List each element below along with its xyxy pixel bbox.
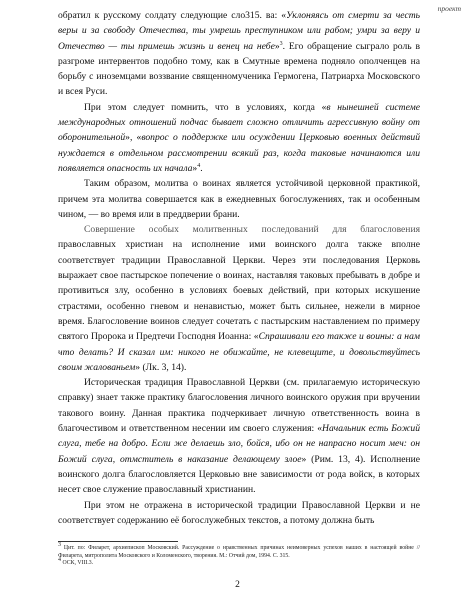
quote-run: в нынешней системе международных отношений подчас бывает сложно отличить агрессивную войну от оборонительной [58, 101, 420, 144]
text-run: » [274, 40, 280, 52]
text-run: обратил к русскому солдату следующие сло315. ва: « [58, 10, 287, 21]
quote-run: Уклоняясь от смерти за честь веры и за свободу Отечества, ты умрешь преступником или рабом; умри за веру и Отечество — ты примешь жизнь и венец на небе [58, 10, 420, 52]
quote-run: Спрашивали его также и воины: а нам что делать? И сказал им: никого не обижайте, не клевещите, и довольствуйтесь своим жалованьем [58, 331, 420, 373]
quote-run: Начальник есть Божий слуга, тебе на добро. Если же делаешь зло, бойся, ибо он не напрасно носит меч: он Божий слуга, отмститель в наказание делающему злое [58, 423, 420, 465]
paragraph-1 [58, 8, 420, 100]
footnotes [58, 542, 420, 568]
footnote-ref-4: 4 [197, 162, 201, 169]
text-run: » (Лк. 3, 14). [135, 361, 187, 373]
text-run: », « [125, 132, 142, 144]
text-run: Таким образом, молитва о воинах является устойчивой церковной практикой, причем эта молитва совершается как в ежедневных богослужениях, так и особенным чином, — во время или в преддверии брани. [58, 178, 420, 220]
body-text [58, 8, 420, 528]
text-run: . Его обращение сыграло роль в разгроме интервентов подобно тому, как в Смутные времена подняло ополченцев на борьбу с иноземцами воззвание священномученика Гермогена, Патриарха Московского и всея Руси. [58, 40, 420, 98]
paragraph-4 [58, 222, 420, 375]
text-run: . [200, 162, 203, 174]
footnote-number: 3 [58, 542, 61, 549]
paragraph-5 [58, 375, 420, 497]
paragraph-3 [58, 176, 420, 222]
quote-run: вопрос о поддержке или осуждении Церковью военных действий нуждается в отдельном рассмотрении всякий раз, когда таковые начинаются или появляется опасность их начала [58, 132, 420, 174]
text-run: При этом не отражена в исторической традиции Православной Церкви и не соответствует содержанию её богослужебных текстов, а потому должна быть [58, 499, 420, 526]
footnote-text: Цит. по: Филарет, архиепископ Московский. Рассуждение о нравственных причинах неимоверных успехов наших в настоящей войне // Филарета, митрополита Московского и Коломенского, творения. М.: Отчий дом, 1994. С. 315. [58, 545, 420, 559]
paragraph-2 [58, 100, 420, 176]
footnote-3 [58, 542, 420, 560]
footnote-divider [58, 541, 178, 542]
draft-label: проект [437, 4, 461, 13]
paragraph-6 [58, 498, 420, 529]
text-run: » [192, 162, 198, 174]
footnote-text: ОСК, VIII.3. [61, 560, 94, 567]
text-run: православных христиан на исполнение ими воинского долга также вполне соответствует традиции Православной Церкви. Через эти последования Церковь выражает свое пастырское попечение о воинах, наставляя таковых пребывать в добре и противиться злу, особенно в условиях боевых действий, при которых искушение страстями, особенно гневом и ненавистью, может быть сильнее, нежели в мирное время. Благословение воинов следует сочетать с пастырским наставлением по примеру святого Пророка и Предтечи Господня Иоанна: « [58, 239, 420, 343]
text-run-faint: Совершение особых молитвенных последований для благословения [84, 224, 420, 236]
footnote-number: 4 [58, 557, 61, 564]
text-run: Историческая традиция Православной Церкви (см. прилагаемую историческую справку) знает также практику благословения личного воинского оружия при вручении такового воину. Данная практика подчеркивает личную ответственность воина в благочестивом и ответственном несении им своего служения: « [58, 377, 420, 435]
footnote-ref-3: 3 [279, 40, 283, 47]
footnote-4 [58, 557, 420, 568]
text-run: При этом следует помнить, что в условиях, когда « [84, 101, 327, 113]
text-run: » (Рим. 13, 4). Исполнение воинского долга благословляется Церковью вне зависимости от рода войск, в которых несет свое служение православный христианин. [58, 453, 420, 496]
page-number: 2 [235, 580, 240, 590]
